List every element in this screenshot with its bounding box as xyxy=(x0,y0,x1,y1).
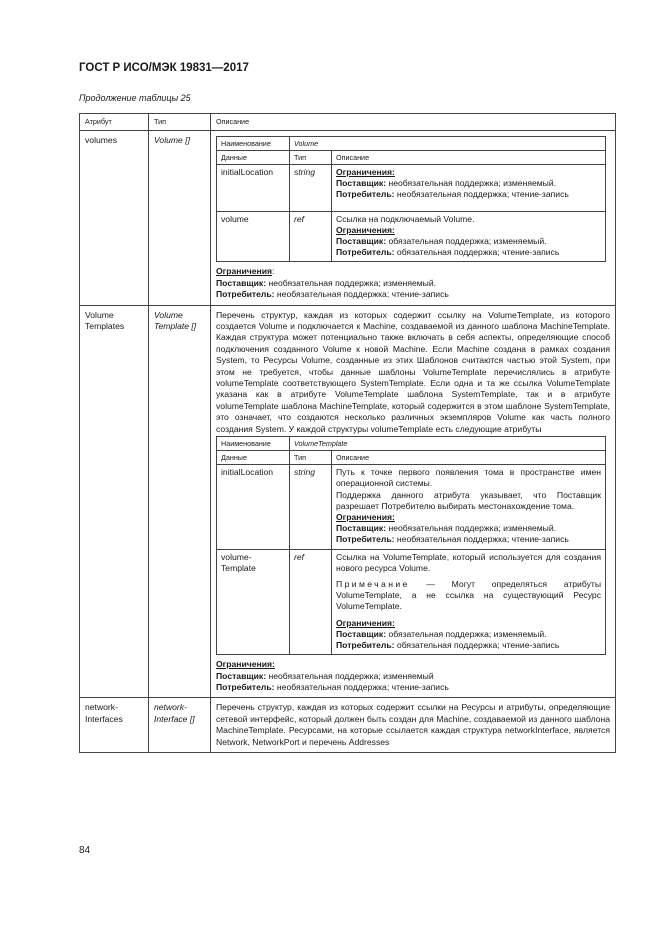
description-text: Перечень структур, каждая из которых содержит ссылки на Ресурсы и атрибуты, определяющие сетевой интерфейс, который должен быть создан для Machine, создаваемой из данного шаблона MachineTemplate. Ресурсами, на которые ссылается каждая структура networkInterface, является Network, NetworkPort и перечень Addresses xyxy=(216,702,610,747)
description-text: Перечень структур, каждая из которых содержит ссылку на VolumeTemplate, из которого создается Volume и подключается к Machine, создаваемой из данного шаблона MachineTemplate. Каждая структура может потенциально также включать в себя аспекты, определяющие способ подключения созданного Volume к новой Machine. Если Machine создана в рамках создания System, то Ресурсы Volume, созданные из этих Шаблонов считаются частью этой System, при этом не требуется, чтобы данные шаблоны VolumeTemplate перечислялись в атрибуте volumeTemplate соответствующего SystemTemplate. Если одна и та же ссылка VolumeTemplate указана как в атрибуте VolumeTemplate шаблона SystemTemplate, так и в атрибуте volumeTemplate шаблона MachineTemplate, который содержится в этом шаблоне SystemTemplate, это означает, что создаются несколько различных экземпляров Volume как часть полного создания System. У каждой структуры volumeTemplate есть следующие атрибуты xyxy=(216,309,610,434)
provider-label: Поставщик: xyxy=(336,236,387,247)
subtable-header-type: Тип xyxy=(290,451,332,465)
attribute-name: volumes xyxy=(80,131,149,306)
restrictions-label: Ограничения: xyxy=(216,659,275,670)
subtable-name-label: Наименование xyxy=(217,137,290,151)
sub-description-text: Путь к точке первого появления тома в пространстве имен операционной системы. xyxy=(336,467,601,489)
restrictions-colon: : xyxy=(272,266,275,277)
provider-text: обязательная поддержка; изменяемый. xyxy=(386,628,547,639)
provider-label: Поставщик: xyxy=(336,523,387,534)
consumer-label: Потребитель: xyxy=(336,534,395,545)
provider-text: необязательная поддержка; изменяемый. xyxy=(386,178,557,189)
consumer-label: Потребитель: xyxy=(336,639,395,650)
subtable-header-row xyxy=(217,451,606,465)
restrictions-label: Ограничения: xyxy=(336,617,395,628)
consumer-text: необязательная поддержка; чтение-запись xyxy=(274,289,449,300)
table-row xyxy=(80,131,616,306)
page-number: 84 xyxy=(79,845,91,856)
attributes-table xyxy=(79,113,616,753)
consumer-text: необязательная поддержка; чтение-запись xyxy=(394,534,569,545)
sub-attribute-description xyxy=(332,549,606,655)
sub-description-text: Ссылка на VolumeTemplate, который используется для создания нового ресурса Volume. xyxy=(336,551,601,573)
subtable-name-row xyxy=(217,437,606,451)
consumer-text: обязательная поддержка; чтение-запись xyxy=(394,639,560,650)
provider-label: Поставщик: xyxy=(336,628,387,639)
attribute-type: Volume [] xyxy=(149,131,211,306)
sub-attribute-name: volume xyxy=(217,211,290,262)
attribute-description xyxy=(211,131,616,306)
attribute-type: network-Interface [] xyxy=(149,698,211,753)
subtable-row xyxy=(217,549,606,655)
consumer-label: Потребитель: xyxy=(336,189,395,200)
restrictions-label: Ограничения xyxy=(216,266,273,277)
volume-subtable xyxy=(216,136,606,262)
provider-text: необязательная поддержка; изменяемый. xyxy=(386,523,557,534)
table-header-row xyxy=(80,114,616,131)
restrictions-label: Ограничения: xyxy=(336,167,395,177)
attribute-name: network-Interfaces xyxy=(80,698,149,753)
table-row xyxy=(80,305,616,698)
note-label: Примечание xyxy=(336,578,410,589)
subtable-name-value: VolumeTemplate xyxy=(290,437,606,451)
subtable-row xyxy=(217,211,606,262)
table-row xyxy=(80,698,616,753)
provider-text: необязательная поддержка; изменяемый xyxy=(266,670,434,681)
sub-description-text-2: Поддержка данного атрибута указывает, что Поставщик разрешает Потребителю выбирать местонахождение тома. xyxy=(336,489,601,511)
column-header-type: Тип xyxy=(149,114,211,131)
subtable-name-value: Volume xyxy=(290,137,606,151)
subtable-name-row xyxy=(217,137,606,151)
column-header-description: Описание xyxy=(211,114,616,131)
sub-attribute-type: string xyxy=(290,465,332,549)
consumer-label: Потребитель: xyxy=(336,247,395,258)
sub-attribute-description xyxy=(332,211,606,262)
subtable-header-data: Данные xyxy=(217,151,290,165)
document-header: ГОСТ Р ИСО/МЭК 19831—2017 xyxy=(79,62,249,74)
sub-attribute-type: string xyxy=(290,165,332,212)
sub-attribute-name: initialLocation xyxy=(217,465,290,549)
note-text xyxy=(336,579,601,613)
attribute-description xyxy=(211,698,616,753)
restrictions-label: Ограничения: xyxy=(336,224,395,235)
volume-template-subtable xyxy=(216,436,606,655)
note-body: — Могут определяться атрибуты VolumeTemplate, а не ссылка на существующий Ресурс VolumeTemplate. xyxy=(336,578,601,612)
consumer-text: необязательная поддержка; чтение-запись xyxy=(394,189,569,200)
sub-attribute-name: initialLocation xyxy=(217,165,290,212)
provider-label: Поставщик: xyxy=(336,178,387,189)
table-caption: Продолжение таблицы 25 xyxy=(79,93,191,103)
attribute-name: Volume Templates xyxy=(80,305,149,698)
subtable-name-label: Наименование xyxy=(217,437,290,451)
sub-attribute-type: ref xyxy=(290,211,332,262)
subtable-header-row xyxy=(217,151,606,165)
sub-attribute-description xyxy=(332,165,606,212)
subtable-row xyxy=(217,165,606,212)
consumer-label: Потребитель: xyxy=(216,681,275,692)
provider-label: Поставщик: xyxy=(216,670,267,681)
provider-text: необязательная поддержка; изменяемый. xyxy=(266,277,437,288)
subtable-header-data: Данные xyxy=(217,451,290,465)
sub-attribute-description xyxy=(332,465,606,549)
column-header-attribute: Атрибут xyxy=(80,114,149,131)
sub-attribute-name: volume-Template xyxy=(217,549,290,655)
consumer-text: обязательная поддержка; чтение-запись xyxy=(394,247,560,258)
subtable-header-description: Описание xyxy=(332,151,606,165)
consumer-text: необязательная поддержка; чтение-запись xyxy=(274,681,449,692)
subtable-row xyxy=(217,465,606,549)
sub-attribute-type: ref xyxy=(290,549,332,655)
attribute-type: Volume Template [] xyxy=(149,305,211,698)
provider-label: Поставщик: xyxy=(216,277,267,288)
restrictions-label: Ограничения: xyxy=(336,511,395,522)
attribute-description xyxy=(211,305,616,698)
sub-description-text: Ссылка на подключаемый Volume. xyxy=(336,213,475,224)
consumer-label: Потребитель: xyxy=(216,289,275,300)
subtable-header-type: Тип xyxy=(290,151,332,165)
provider-text: обязательная поддержка; изменяемый. xyxy=(386,236,547,247)
subtable-header-description: Описание xyxy=(332,451,606,465)
